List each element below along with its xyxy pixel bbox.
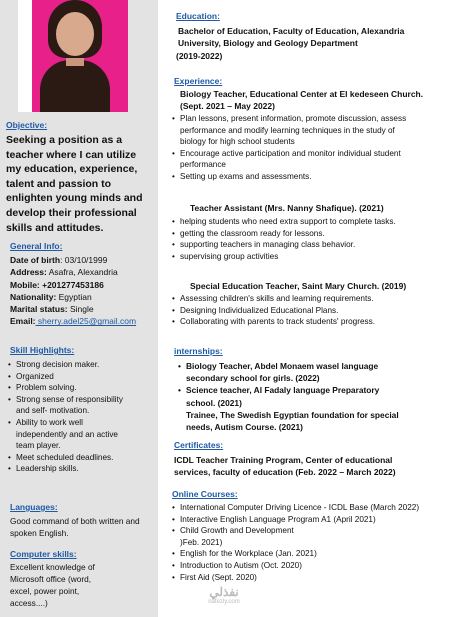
duty-item: • Designing Individualized Educational Plans. xyxy=(172,305,375,317)
skill-item: • Problem solving. xyxy=(8,382,123,394)
languages-text xyxy=(10,515,140,539)
info-value: Single xyxy=(67,304,94,315)
course-item: • English for the Workplace (Jan. 2021) xyxy=(172,548,419,560)
duty-item: • supervising group activities xyxy=(172,251,396,263)
courses-list xyxy=(172,502,419,583)
internship-item: needs, Autism Course. (2021) xyxy=(186,422,303,433)
skill-item: • Ability to work well xyxy=(8,417,123,429)
duty-item: • Assessing children's skills and learning requirements. xyxy=(172,293,375,305)
job2-title: Teacher Assistant (Mrs. Nanny Shafique). (2021) xyxy=(190,203,384,213)
info-value: : 03/10/1999 xyxy=(60,255,108,265)
objective-line: enlighten young minds and xyxy=(6,192,143,205)
computer-skills-text xyxy=(10,561,95,609)
internship-item: • Biology Teacher, Abdel Monaem wasel language xyxy=(178,360,399,372)
education-years: (2019-2022) xyxy=(176,51,223,61)
skill-item: team player. xyxy=(16,441,61,451)
job1-dates: (Sept. 2021 – May 2022) xyxy=(180,101,275,111)
watermark-domain: nafezly.com xyxy=(208,599,240,605)
certificates-title: Certificates: xyxy=(174,440,224,450)
job1-duties xyxy=(172,113,406,183)
skill-item: • Organized xyxy=(8,371,123,383)
internships-title: internships: xyxy=(174,346,223,356)
skills-title: Skill Highlights: xyxy=(10,345,75,355)
languages-line: spoken English. xyxy=(10,528,69,538)
info-row xyxy=(10,254,136,266)
watermark xyxy=(204,587,244,607)
duty-item: • Setting up exams and assessments. xyxy=(172,171,406,183)
job1-title: Biology Teacher, Educational Center at El kedeseen Church. xyxy=(180,89,424,99)
computer-line: excel, power point, xyxy=(10,586,80,596)
info-label: Email: xyxy=(10,316,36,327)
info-label: Nationality: xyxy=(10,291,57,302)
course-item: • Introduction to Autism (Oct. 2020) xyxy=(172,560,419,572)
internship-item: • Science teacher, Al Fadaly language Preparatory xyxy=(178,384,399,396)
general-info-title: General Info: xyxy=(10,241,63,251)
skill-item: • Strong decision maker. xyxy=(8,359,123,371)
certificate-line: ICDL Teacher Training Program, Center of educational xyxy=(174,455,393,465)
info-label: Date of birth xyxy=(10,255,61,265)
objective-line: teacher where I can utilize xyxy=(6,148,137,161)
education-title: Education: xyxy=(176,11,220,21)
course-item: • Interactive English Language Program A1 (April 2021) xyxy=(172,514,419,526)
duty-item: • Encourage active participation and monitor individual student xyxy=(172,148,406,160)
internship-item: secondary school for girls. (2022) xyxy=(186,373,320,384)
skill-item: and self- motivation. xyxy=(16,406,90,416)
computer-line: Microsoft office (word, xyxy=(10,574,91,584)
watermark-arabic: نفذلي xyxy=(209,585,239,599)
duty-item: • Collaborating with parents to track students' progress. xyxy=(172,316,375,328)
objective-line: my education, experience, xyxy=(6,163,138,176)
skills-list xyxy=(8,359,123,475)
info-label: Address: xyxy=(10,267,47,278)
languages-title: Languages: xyxy=(10,502,58,512)
skill-item: • Leadership skills. xyxy=(8,463,123,475)
languages-line: Good command of both written and xyxy=(10,516,140,526)
computer-line: Excellent knowledge of xyxy=(10,562,95,572)
duty-item: • getting the classroom ready for lessons. xyxy=(172,228,396,240)
computer-line: access....) xyxy=(10,598,48,608)
info-row xyxy=(10,291,136,303)
objective-line: talent and passion to xyxy=(6,177,112,190)
course-item: • First Aid (Sept. 2020) xyxy=(172,572,419,584)
duty-item: performance xyxy=(180,160,226,170)
email-link[interactable]: sherry.adel25@gmail.com xyxy=(35,316,137,327)
job3-title: Special Education Teacher, Saint Mary Church. (2019) xyxy=(190,281,407,291)
course-item: )Feb. 2021) xyxy=(180,537,223,547)
internship-item: Trainee, The Swedish Egyptian foundation for special xyxy=(186,409,399,420)
course-item: • International Computer Driving Licence - ICDL Base (March 2022) xyxy=(172,502,419,514)
info-label: Marital status: xyxy=(10,304,68,315)
info-value: Egyptian xyxy=(56,291,92,302)
info-value: Asafra, Alexandria xyxy=(46,267,118,278)
experience-title: Experience: xyxy=(174,76,223,86)
info-row xyxy=(10,266,136,278)
internships-list xyxy=(178,360,399,433)
duty-item: • supporting teachers in managing class behavior. xyxy=(172,239,396,251)
objective-title: Objective: xyxy=(6,120,48,130)
job2-duties xyxy=(172,216,396,262)
duty-item: • helping students who need extra support to complete tasks. xyxy=(172,216,396,228)
certificate-line: services, faculty of education (Feb. 2022 – March 2022) xyxy=(174,467,396,477)
info-row xyxy=(10,303,136,315)
skill-item: • Strong sense of responsibility xyxy=(8,394,123,406)
info-row xyxy=(10,315,136,327)
course-item: • Child Growth and Development xyxy=(172,525,419,537)
duty-item: performance and modify learning techniques in the study of xyxy=(180,125,395,135)
education-degree: Bachelor of Education, Faculty of Education, Alexandria xyxy=(178,26,405,36)
internship-item: school. (2021) xyxy=(186,397,242,408)
skill-item: independently and an active xyxy=(16,429,118,439)
objective-text xyxy=(6,133,154,235)
info-label: Mobile: +201277453186 xyxy=(10,279,104,290)
profile-photo xyxy=(18,0,128,112)
courses-title: Online Courses: xyxy=(172,489,238,499)
job3-duties xyxy=(172,293,375,328)
duty-item: biology for high school students xyxy=(180,137,295,147)
info-row xyxy=(10,279,136,291)
education-department: University, Biology and Geology Department xyxy=(178,38,358,48)
skill-item: • Meet scheduled deadlines. xyxy=(8,452,123,464)
objective-line: skills and attitudes. xyxy=(6,221,104,234)
objective-line: Seeking a position as a xyxy=(6,134,123,146)
duty-item: • Plan lessons, present information, promote discussion, assess xyxy=(172,113,406,125)
general-info-list xyxy=(10,254,136,328)
objective-line: develop their professional xyxy=(6,206,137,219)
computer-skills-title: Computer skills: xyxy=(10,549,77,559)
